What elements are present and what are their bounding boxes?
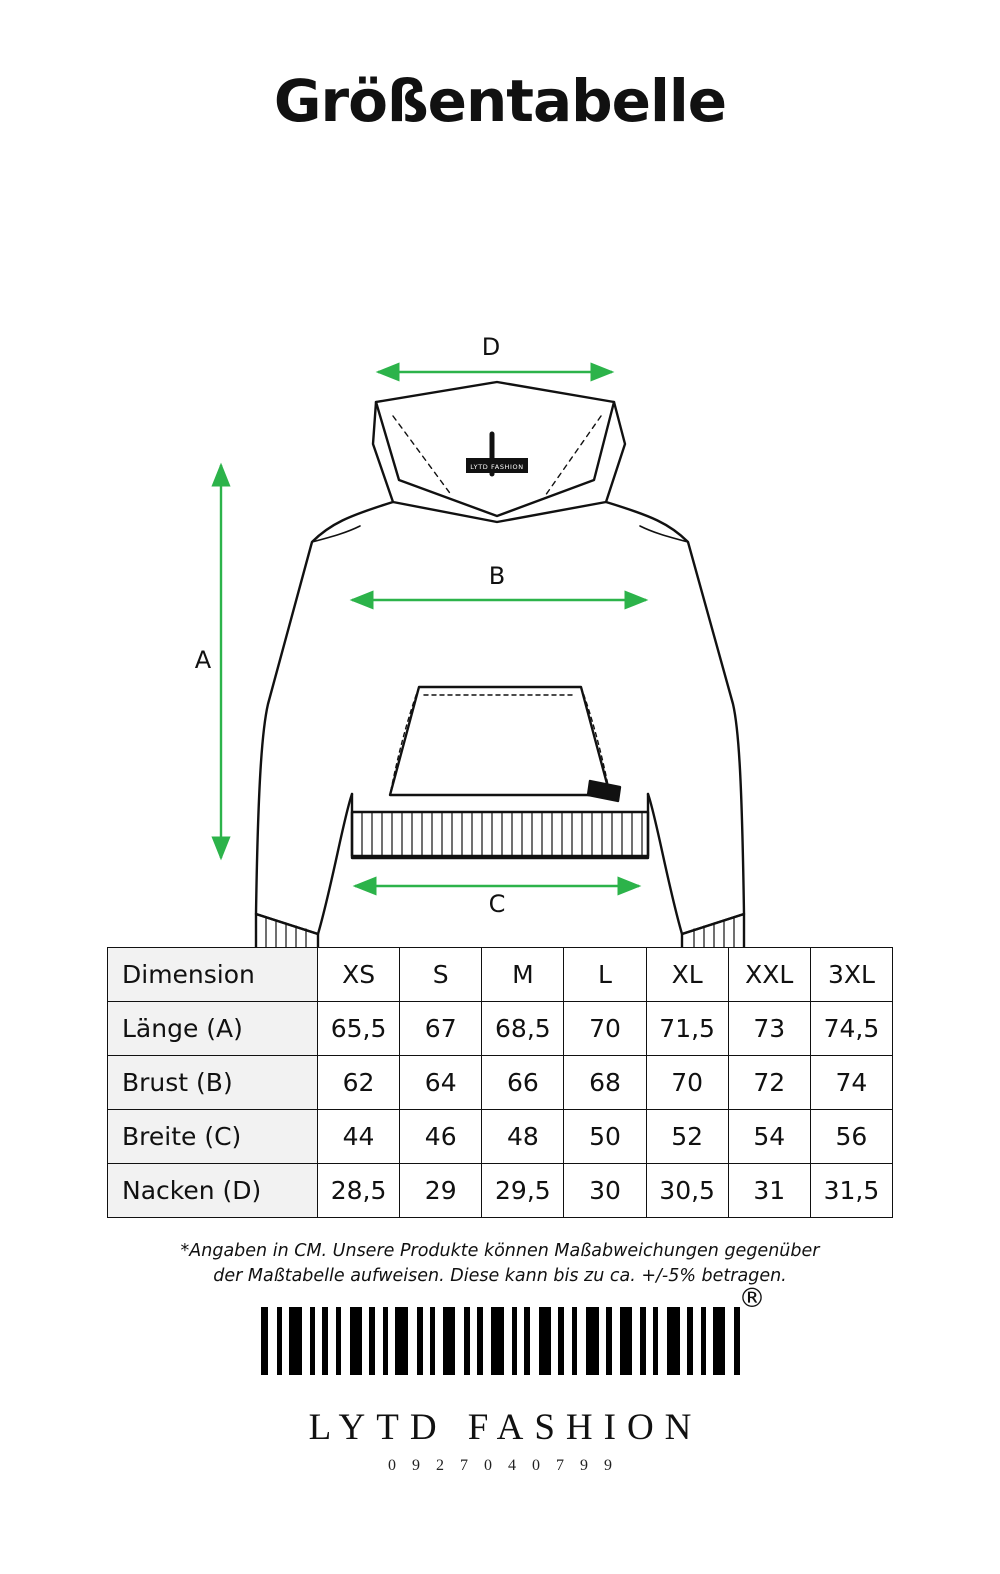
cell-laenge-xxl: 73 xyxy=(728,1002,810,1056)
column-header-xs: XS xyxy=(318,948,400,1002)
cell-laenge-3xl: 74,5 xyxy=(810,1002,892,1056)
table-row xyxy=(108,1110,893,1164)
cell-breite-xxl: 54 xyxy=(728,1110,810,1164)
column-header-xl: XL xyxy=(646,948,728,1002)
cell-laenge-m: 68,5 xyxy=(482,1002,564,1056)
cell-laenge-xl: 71,5 xyxy=(646,1002,728,1056)
barcode-bars xyxy=(261,1307,740,1375)
table-row xyxy=(108,1056,893,1110)
cell-breite-l: 50 xyxy=(564,1110,646,1164)
label-a: A xyxy=(194,646,212,674)
cell-breite-m: 48 xyxy=(482,1110,564,1164)
column-header-l: L xyxy=(564,948,646,1002)
column-header-3xl: 3XL xyxy=(810,948,892,1002)
cell-brust-xl: 70 xyxy=(646,1056,728,1110)
row-label-nacken: Nacken (D) xyxy=(108,1164,318,1218)
size-table-container xyxy=(107,947,893,1218)
cell-brust-m: 66 xyxy=(482,1056,564,1110)
hoodie-diagram xyxy=(0,144,1000,918)
table-row xyxy=(108,1002,893,1056)
cell-laenge-s: 67 xyxy=(400,1002,482,1056)
cell-nacken-m: 29,5 xyxy=(482,1164,564,1218)
label-c: C xyxy=(488,890,506,918)
table-header-row xyxy=(108,948,893,1002)
cell-breite-xl: 52 xyxy=(646,1110,728,1164)
cell-laenge-xs: 65,5 xyxy=(318,1002,400,1056)
cell-nacken-xl: 30,5 xyxy=(646,1164,728,1218)
footnote-line-2: der Maßtabelle aufweisen. Diese kann bis zu ca. +/-5% betragen. xyxy=(213,1266,787,1287)
svg-text:LYTD FASHION: LYTD FASHION xyxy=(470,463,524,471)
cell-brust-xxl: 72 xyxy=(728,1056,810,1110)
label-b: B xyxy=(488,562,506,590)
row-label-brust: Brust (B) xyxy=(108,1056,318,1110)
column-header-s: S xyxy=(400,948,482,1002)
cell-laenge-l: 70 xyxy=(564,1002,646,1056)
page-title: Größentabelle xyxy=(273,67,727,135)
row-label-breite: Breite (C) xyxy=(108,1110,318,1164)
registered-trademark-icon: ® xyxy=(738,1283,766,1314)
footnote-line-1: *Angaben in CM. Unsere Produkte können Maßabweichungen gegenüber xyxy=(180,1241,820,1261)
brand-block xyxy=(0,1283,1000,1475)
column-header-dimension: Dimension xyxy=(108,948,318,1002)
brand-number: 0 9 2 7 0 4 0 7 9 9 xyxy=(388,1457,618,1474)
cell-breite-3xl: 56 xyxy=(810,1110,892,1164)
cell-nacken-s: 29 xyxy=(400,1164,482,1218)
cell-nacken-xxl: 31 xyxy=(728,1164,810,1218)
cell-nacken-l: 30 xyxy=(564,1164,646,1218)
brand-name: LYTD FASHION xyxy=(308,1407,703,1448)
cell-breite-s: 46 xyxy=(400,1110,482,1164)
cell-breite-xs: 44 xyxy=(318,1110,400,1164)
size-table xyxy=(107,947,893,1218)
label-d: D xyxy=(481,333,501,361)
cell-nacken-3xl: 31,5 xyxy=(810,1164,892,1218)
cell-brust-l: 68 xyxy=(564,1056,646,1110)
table-row xyxy=(108,1164,893,1218)
cell-nacken-xs: 28,5 xyxy=(318,1164,400,1218)
cell-brust-xs: 62 xyxy=(318,1056,400,1110)
footnote xyxy=(0,1239,1000,1290)
barcode xyxy=(261,1283,766,1375)
cell-brust-s: 64 xyxy=(400,1056,482,1110)
row-label-laenge: Länge (A) xyxy=(108,1002,318,1056)
cell-brust-3xl: 74 xyxy=(810,1056,892,1110)
column-header-m: M xyxy=(482,948,564,1002)
column-header-xxl: XXL xyxy=(728,948,810,1002)
